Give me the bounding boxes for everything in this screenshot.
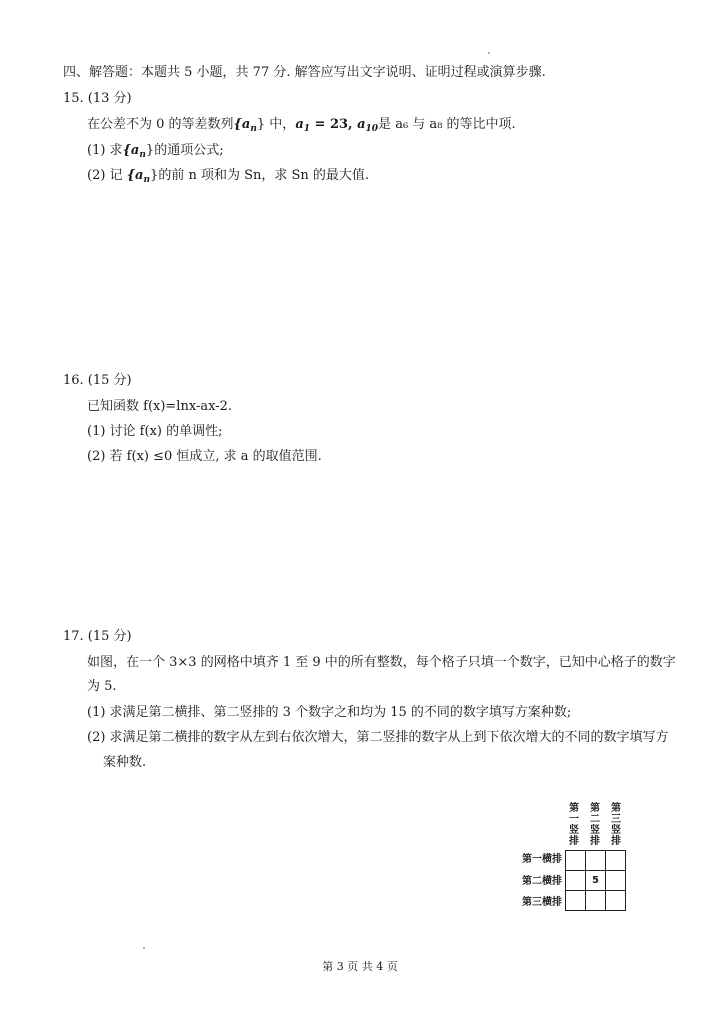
grid-cell bbox=[606, 891, 626, 911]
grid-cell bbox=[566, 871, 586, 891]
grid-cell bbox=[566, 851, 586, 871]
q15-part2-seq: {a bbox=[126, 168, 144, 183]
q16-part2: (2) 若 f(x) ≤0 恒成立, 求 a 的取值范围. bbox=[87, 449, 322, 464]
q16-number: 16. (15 分) bbox=[63, 373, 132, 388]
q15-part2 bbox=[87, 167, 369, 189]
q17-number: 17. (15 分) bbox=[63, 629, 132, 644]
q15-stem bbox=[87, 116, 516, 138]
grid-cell bbox=[606, 851, 626, 871]
q15-part2-seq-close: } bbox=[150, 168, 159, 183]
grid-row-1 bbox=[566, 851, 626, 871]
q15-stem-mid: 中， bbox=[265, 117, 296, 132]
page-footer: 第 3 页 共 4 页 bbox=[322, 960, 398, 973]
grid-row-3 bbox=[566, 891, 626, 911]
q15-stem-post: 是 a₆ 与 a₈ 的等比中项. bbox=[378, 117, 516, 132]
section-heading: 四、解答题：本题共 5 小题，共 77 分. 解答应写出文字说明、证明过程或演算步骤. bbox=[63, 65, 546, 80]
col-header-3: 第 三 竖 排 bbox=[611, 803, 621, 847]
q15-part2-seq-sub: n bbox=[143, 175, 151, 185]
q16-stem: 已知函数 f(x)=lnx-ax-2. bbox=[87, 399, 232, 414]
q17-part2-line2: 案种数. bbox=[103, 755, 147, 770]
q15-a10: a bbox=[357, 117, 366, 132]
row-label-3: 第三横排 bbox=[522, 897, 562, 908]
q15-stem-seq-sub: n bbox=[250, 124, 257, 134]
q17-part2-line1: (2) 求满足第二横排的数字从左到右依次增大，第二竖排的数字从上到下依次增大的不同的数字填写方 bbox=[87, 730, 669, 745]
q15-number: 15. (13 分) bbox=[63, 91, 132, 106]
row-label-1: 第一横排 bbox=[522, 854, 562, 865]
q15-part2-post: 的前 n 项和为 Sn，求 Sn 的最大值. bbox=[158, 168, 370, 183]
grid-cell bbox=[606, 871, 626, 891]
q15-eq1: = 23, bbox=[310, 117, 358, 132]
q15-stem-pre: 在公差不为 0 的等差数列 bbox=[87, 117, 234, 132]
q15-part1-seq-close: } bbox=[145, 143, 155, 158]
speck-bottom bbox=[143, 947, 145, 949]
q15-part2-pre: (2) 记 bbox=[87, 168, 127, 183]
q15-part1-post: 的通项公式; bbox=[154, 143, 224, 158]
grid-cell bbox=[586, 851, 606, 871]
col-header-1: 第 一 竖 排 bbox=[569, 803, 579, 847]
q17-stem-line2: 为 5. bbox=[87, 679, 117, 694]
grid-cell-center: 5 bbox=[586, 871, 606, 891]
q15-part1-seq: {a bbox=[122, 143, 140, 158]
q15-part1-pre: (1) 求 bbox=[87, 143, 123, 158]
grid-cell bbox=[586, 891, 606, 911]
q15-part1-seq-sub: n bbox=[139, 150, 146, 160]
q15-stem-seq-close: } bbox=[256, 117, 266, 132]
row-label-2: 第二横排 bbox=[522, 876, 562, 887]
q17-stem-line1: 如图，在一个 3×3 的网格中填齐 1 至 9 中的所有整数，每个格子只填一个数字，已知中心格子的数字 bbox=[87, 655, 676, 670]
grid-cell bbox=[566, 891, 586, 911]
number-grid bbox=[565, 850, 626, 911]
col-header-2: 第 二 竖 排 bbox=[590, 803, 600, 847]
q15-a1-sub: 1 bbox=[303, 124, 311, 134]
q15-part1 bbox=[87, 142, 224, 164]
q16-part1: (1) 讨论 f(x) 的单调性; bbox=[87, 424, 223, 439]
q15-stem-seq: {a bbox=[233, 117, 251, 132]
q17-part1: (1) 求满足第二横排、第二竖排的 3 个数字之和均为 15 的不同的数字填写方案种数; bbox=[87, 705, 572, 720]
speck-top bbox=[488, 52, 490, 54]
grid-row-2 bbox=[566, 871, 626, 891]
q15-a10-sub: 10 bbox=[365, 124, 379, 134]
q15-a1: a bbox=[295, 117, 304, 132]
